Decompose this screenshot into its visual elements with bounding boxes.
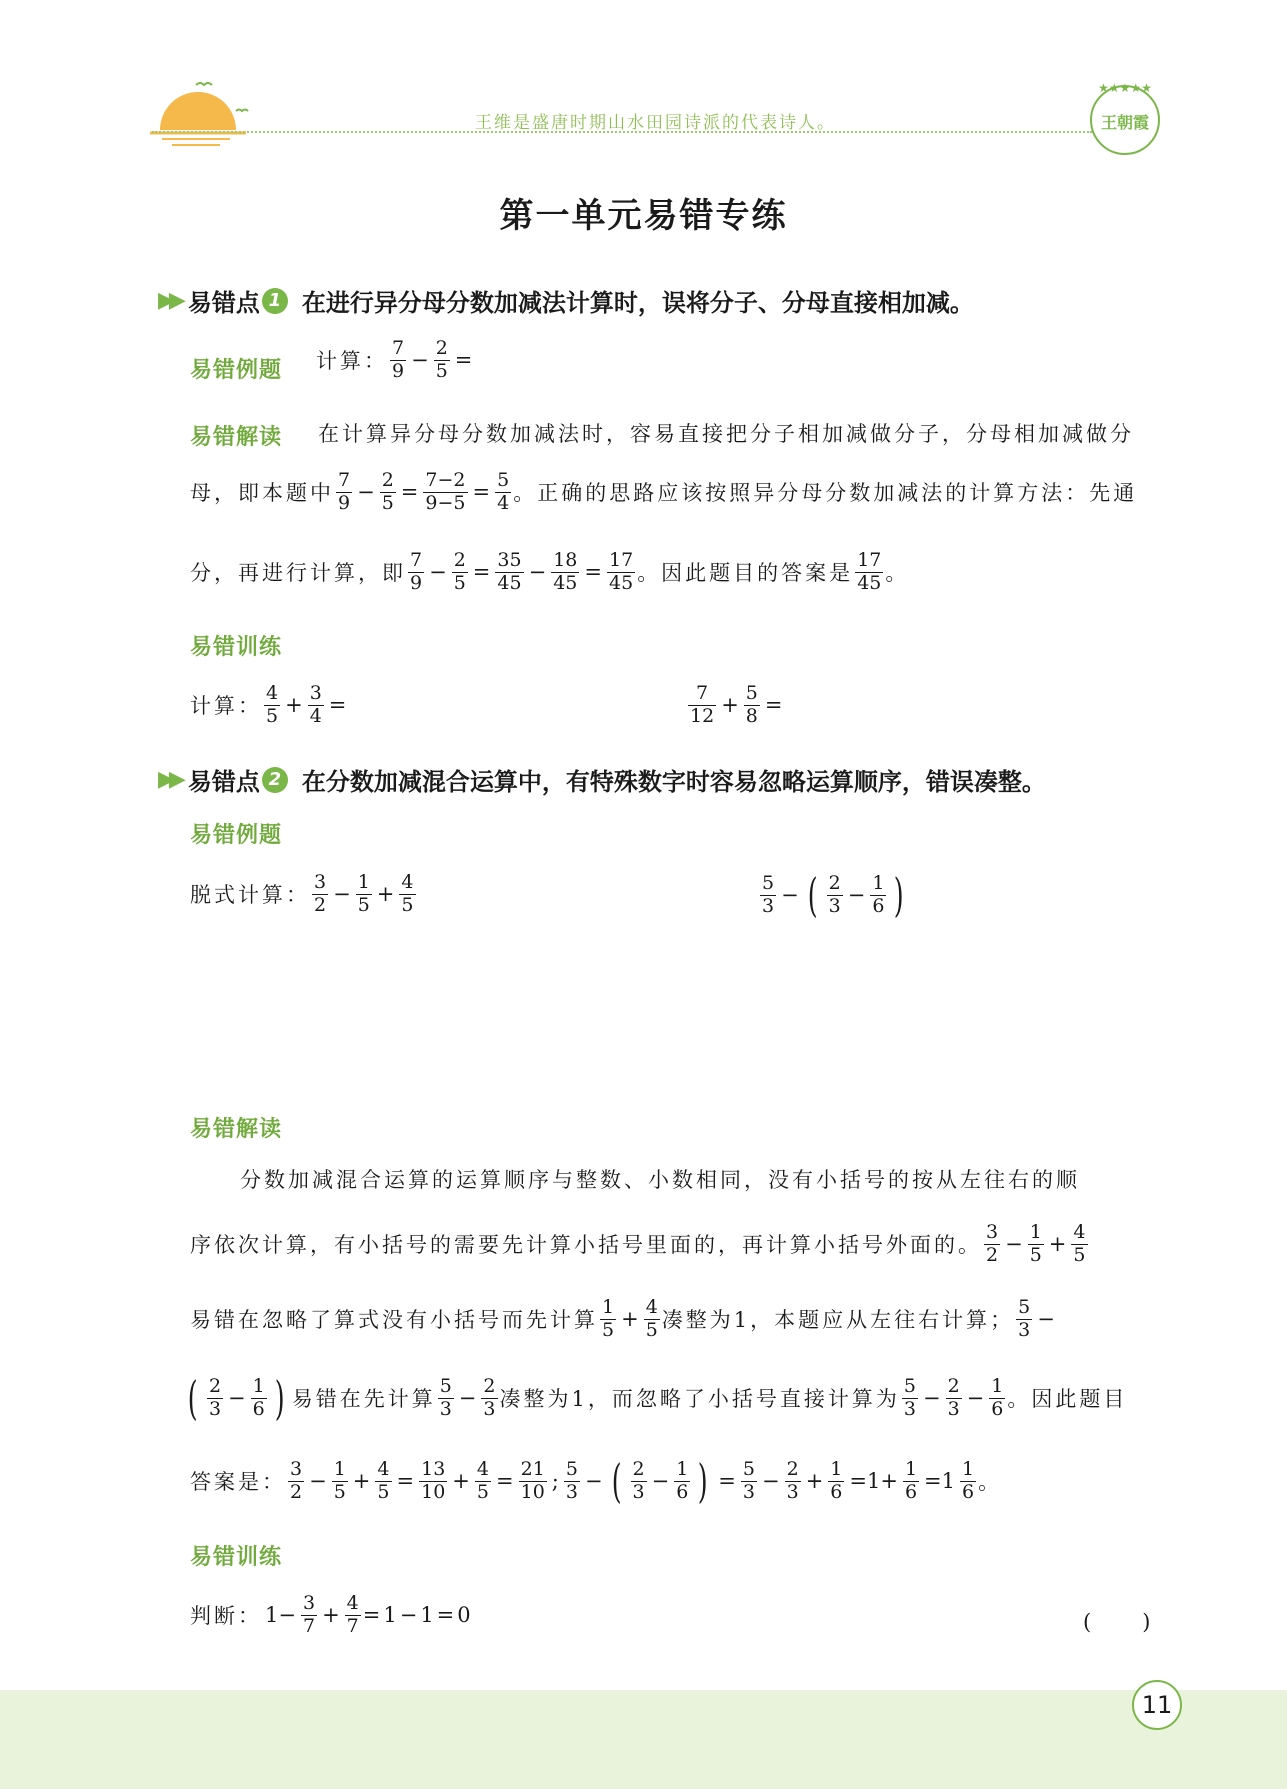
error-point-label: 易错点 [187, 768, 260, 796]
publisher-logo [1085, 78, 1165, 158]
page-number: 11 [1132, 1680, 1182, 1730]
analysis-line-3: 易错在忽略了算式没有小括号而先计算 $\frac{1}{5}$ + $\frac{4}{5}$ 凑整为1，本题应从左往右计算； $\frac{5}{3}$ − [190, 1296, 1055, 1341]
analysis-line-1: 在计算异分母分数加减法时，容易直接把分子相加减做分子，分母相加减做分 [318, 422, 1134, 446]
error-point-1-heading [158, 283, 974, 318]
sunset-decoration [150, 75, 260, 155]
analysis-line-2: 母，即本题中 $\frac{7}{9}$ − $\frac{2}{5}$ = $\frac{7-2}{9-5}$ = $\frac{5}{4}$ 。正确的思路应该按照异分母分数加减法的计算方法：先通 [190, 469, 1138, 514]
example-label: 易错例题 [190, 823, 283, 848]
analysis-line-1: 分数加减混合运算的运算顺序与整数、小数相同，没有小括号的按从左往右的顺 [240, 1168, 1080, 1192]
double-arrow-icon: ▶▶ [158, 288, 180, 313]
example-expression: 计算： $\frac{7}{9}$ − $\frac{2}{5}$ = [316, 337, 473, 382]
error-point-number: 1 [262, 288, 288, 314]
training-expression-1: 计算： $\frac{4}{5}$ + $\frac{3}{4}$ = [190, 682, 347, 727]
training-label: 易错训练 [190, 635, 283, 660]
training-expression: 判断： 1− $\frac{3}{7}$ + $\frac{4}{7}$ =1−1=0 [190, 1592, 474, 1637]
analysis-line-5: 答案是： $\frac{3}{2}$ − $\frac{1}{5}$ + $\frac{4}{5}$ = $\frac{13}{10}$ + $\frac{4}{5}$ = $\frac{21}{10}$ ; $\frac{5}{3}$ − ( $\frac{2}{3}$ − $\frac{1}{6}$ ) = $\frac{5}{3}$ − $\frac{2}{3}$ + $\frac{1}{6}$ =1+ $\frac{1}{6}$ =1 $\frac{1}{6}$ 。 [190, 1454, 1003, 1508]
error-point-number: 2 [262, 767, 288, 793]
training-label: 易错训练 [190, 1545, 283, 1570]
double-arrow-icon: ▶▶ [158, 767, 180, 792]
analysis-line-4: ( $\frac{2}{3}$ − $\frac{1}{6}$ ) 易错在先计算 $\frac{5}{3}$ − $\frac{2}{3}$ 凑整为1，而忽略了小括号直接计算为 $\frac{5}{3}$ − $\frac{2}{3}$ − $\frac{1}{6}$ 。因此题目 [187, 1371, 1128, 1425]
analysis-line-2: 序依次计算，有小括号的需要先计算小括号里面的，再计算小括号外面的。 $\frac{3}{2}$ − $\frac{1}{5}$ + $\frac{4}{5}$ [190, 1221, 1086, 1266]
example-expression-1: 脱式计算： $\frac{3}{2}$ − $\frac{1}{5}$ + $\frac{4}{5}$ [190, 871, 414, 916]
example-label: 易错例题 [190, 358, 283, 383]
error-point-2-heading [158, 762, 1046, 797]
page-title: 第一单元易错专练 [499, 196, 788, 236]
error-point-label: 易错点 [187, 289, 260, 317]
example-expression-2: $\frac{5}{3}$ − ( $\frac{2}{3}$ − $\frac{1}{6}$ ) [762, 868, 906, 922]
svg-text:★★★★★: ★★★★★ [1098, 81, 1152, 95]
analysis-label: 易错解读 [190, 1117, 283, 1142]
analysis-label: 易错解读 [190, 425, 283, 450]
header-motto: 王维是盛唐时期山水田园诗派的代表诗人。 [475, 113, 836, 133]
error-point-description: 在进行异分母分数加减法计算时，误将分子、分母直接相加减。 [301, 289, 974, 317]
footer-band [0, 1690, 1287, 1789]
logo-text: 王朝霞 [1100, 113, 1150, 132]
training-expression-2: $\frac{7}{12}$ + $\frac{5}{8}$ = [690, 682, 783, 727]
error-point-description: 在分数加减混合运算中，有特殊数字时容易忽略运算顺序，错误凑整。 [301, 768, 1046, 796]
answer-blank[interactable]: ( ) [1083, 1610, 1154, 1634]
analysis-line-3: 分，再进行计算，即 $\frac{7}{9}$ − $\frac{2}{5}$ = $\frac{35}{45}$ − $\frac{18}{45}$ = $\frac{17}{45}$ 。因此题目的答案是 $\frac{17}{45}$ 。 [190, 549, 910, 594]
